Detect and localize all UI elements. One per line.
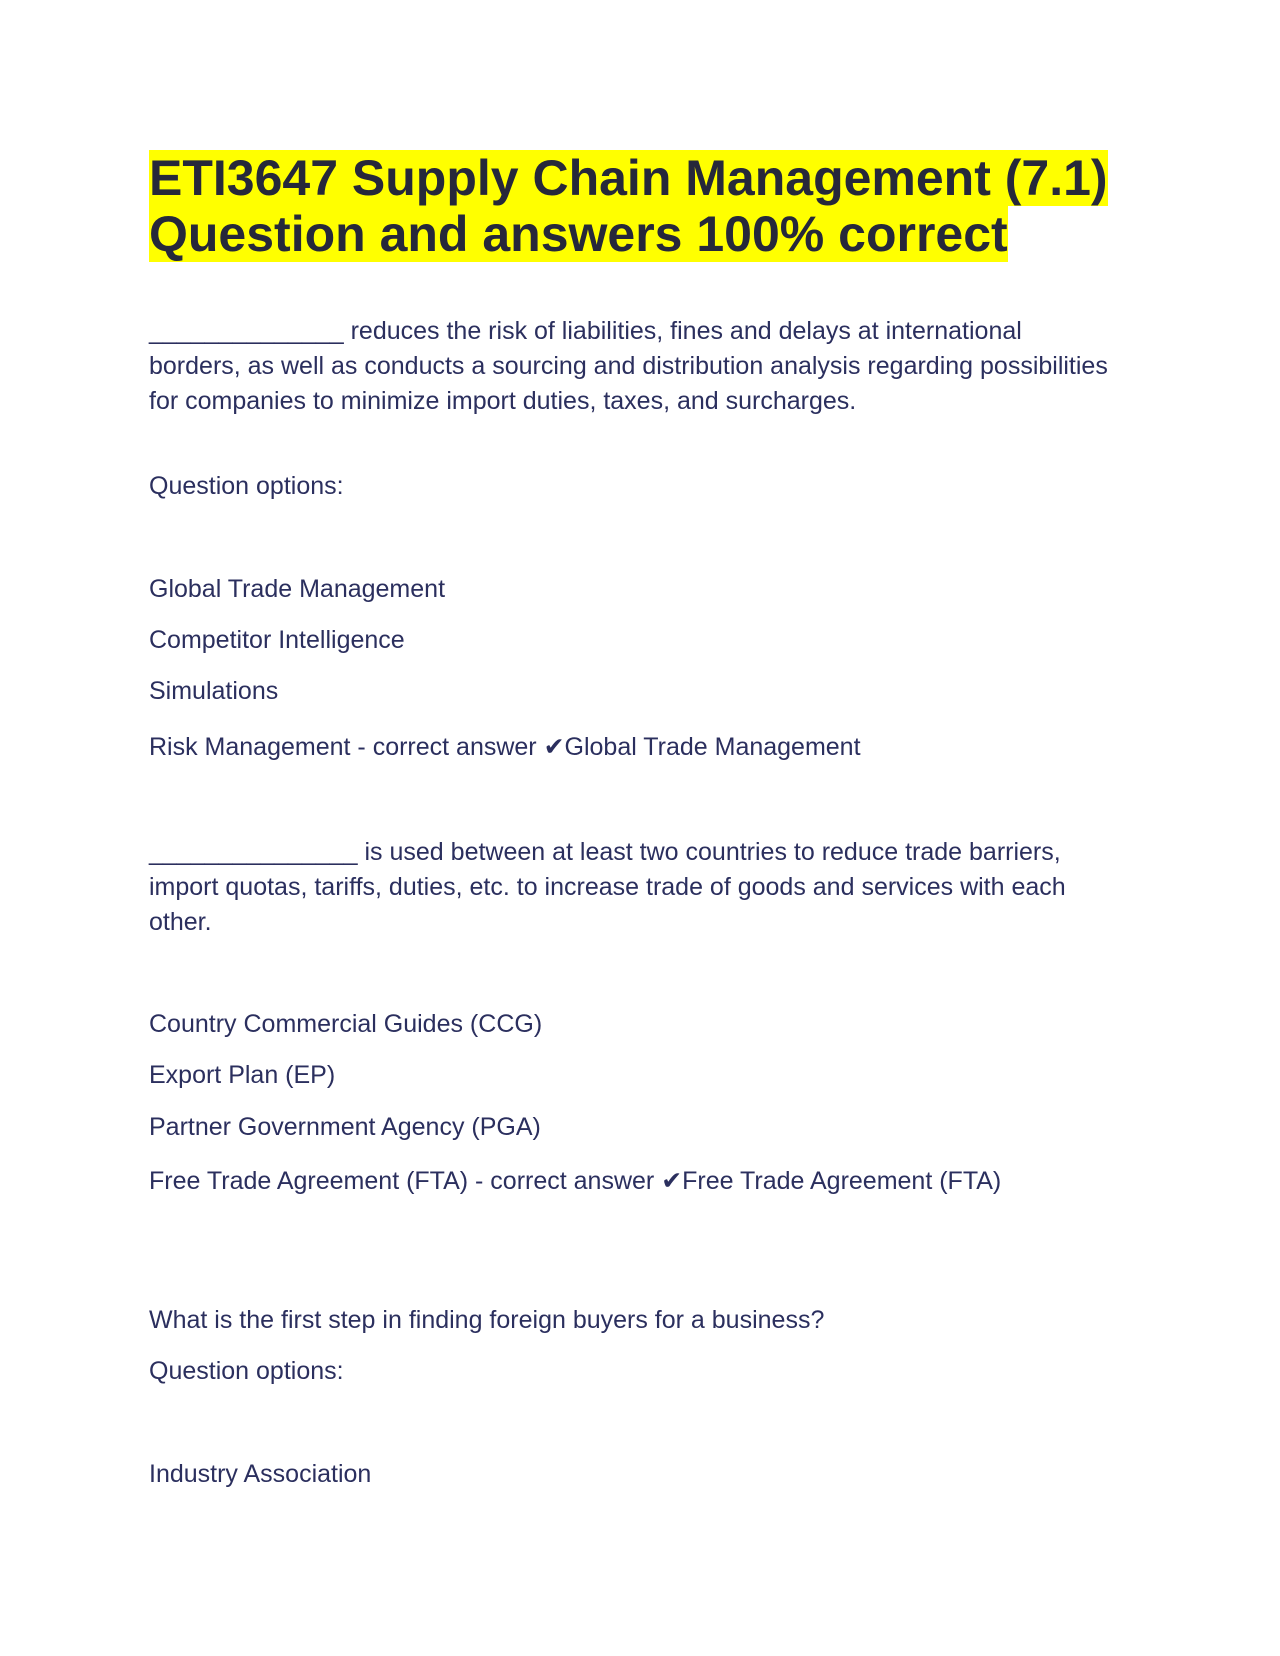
question-3-prompt: What is the first step in finding foreign buyers for a business?: [149, 1306, 825, 1334]
question-1-option: Competitor Intelligence: [149, 626, 405, 654]
question-2-option: Export Plan (EP): [149, 1061, 336, 1089]
question-1-answer: Risk Management - correct answer ✔Global Trade Management: [149, 733, 861, 761]
question-2-option: Country Commercial Guides (CCG): [149, 1010, 543, 1038]
question-2-answer: Free Trade Agreement (FTA) - correct answer ✔Free Trade Agreement (FTA): [149, 1167, 1002, 1195]
question-3-option: Industry Association: [149, 1460, 372, 1488]
title-line-2: Question and answers 100% correct: [149, 206, 1008, 262]
question-2-prompt: _______________ is used between at least two countries to reduce trade barriers, import quotas, tariffs, duties, etc. to increase trade of goods and services with each other.: [149, 838, 1066, 936]
question-1-option: Global Trade Management: [149, 575, 446, 603]
question-1-prompt: ______________ reduces the risk of liabilities, fines and delays at international borders, as well as conducts a sourcing and distribution analysis regarding possibilities for companies to minimize import duties, taxes, and surcharges.: [149, 317, 1108, 415]
question-3-options-label: Question options:: [149, 1357, 344, 1385]
question-1-options-label: Question options:: [149, 472, 344, 500]
question-2-option: Partner Government Agency (PGA): [149, 1113, 541, 1141]
document-title: [149, 150, 1149, 262]
question-1-option: Simulations: [149, 677, 279, 705]
title-line-1: ETI3647 Supply Chain Management (7.1): [149, 150, 1108, 206]
